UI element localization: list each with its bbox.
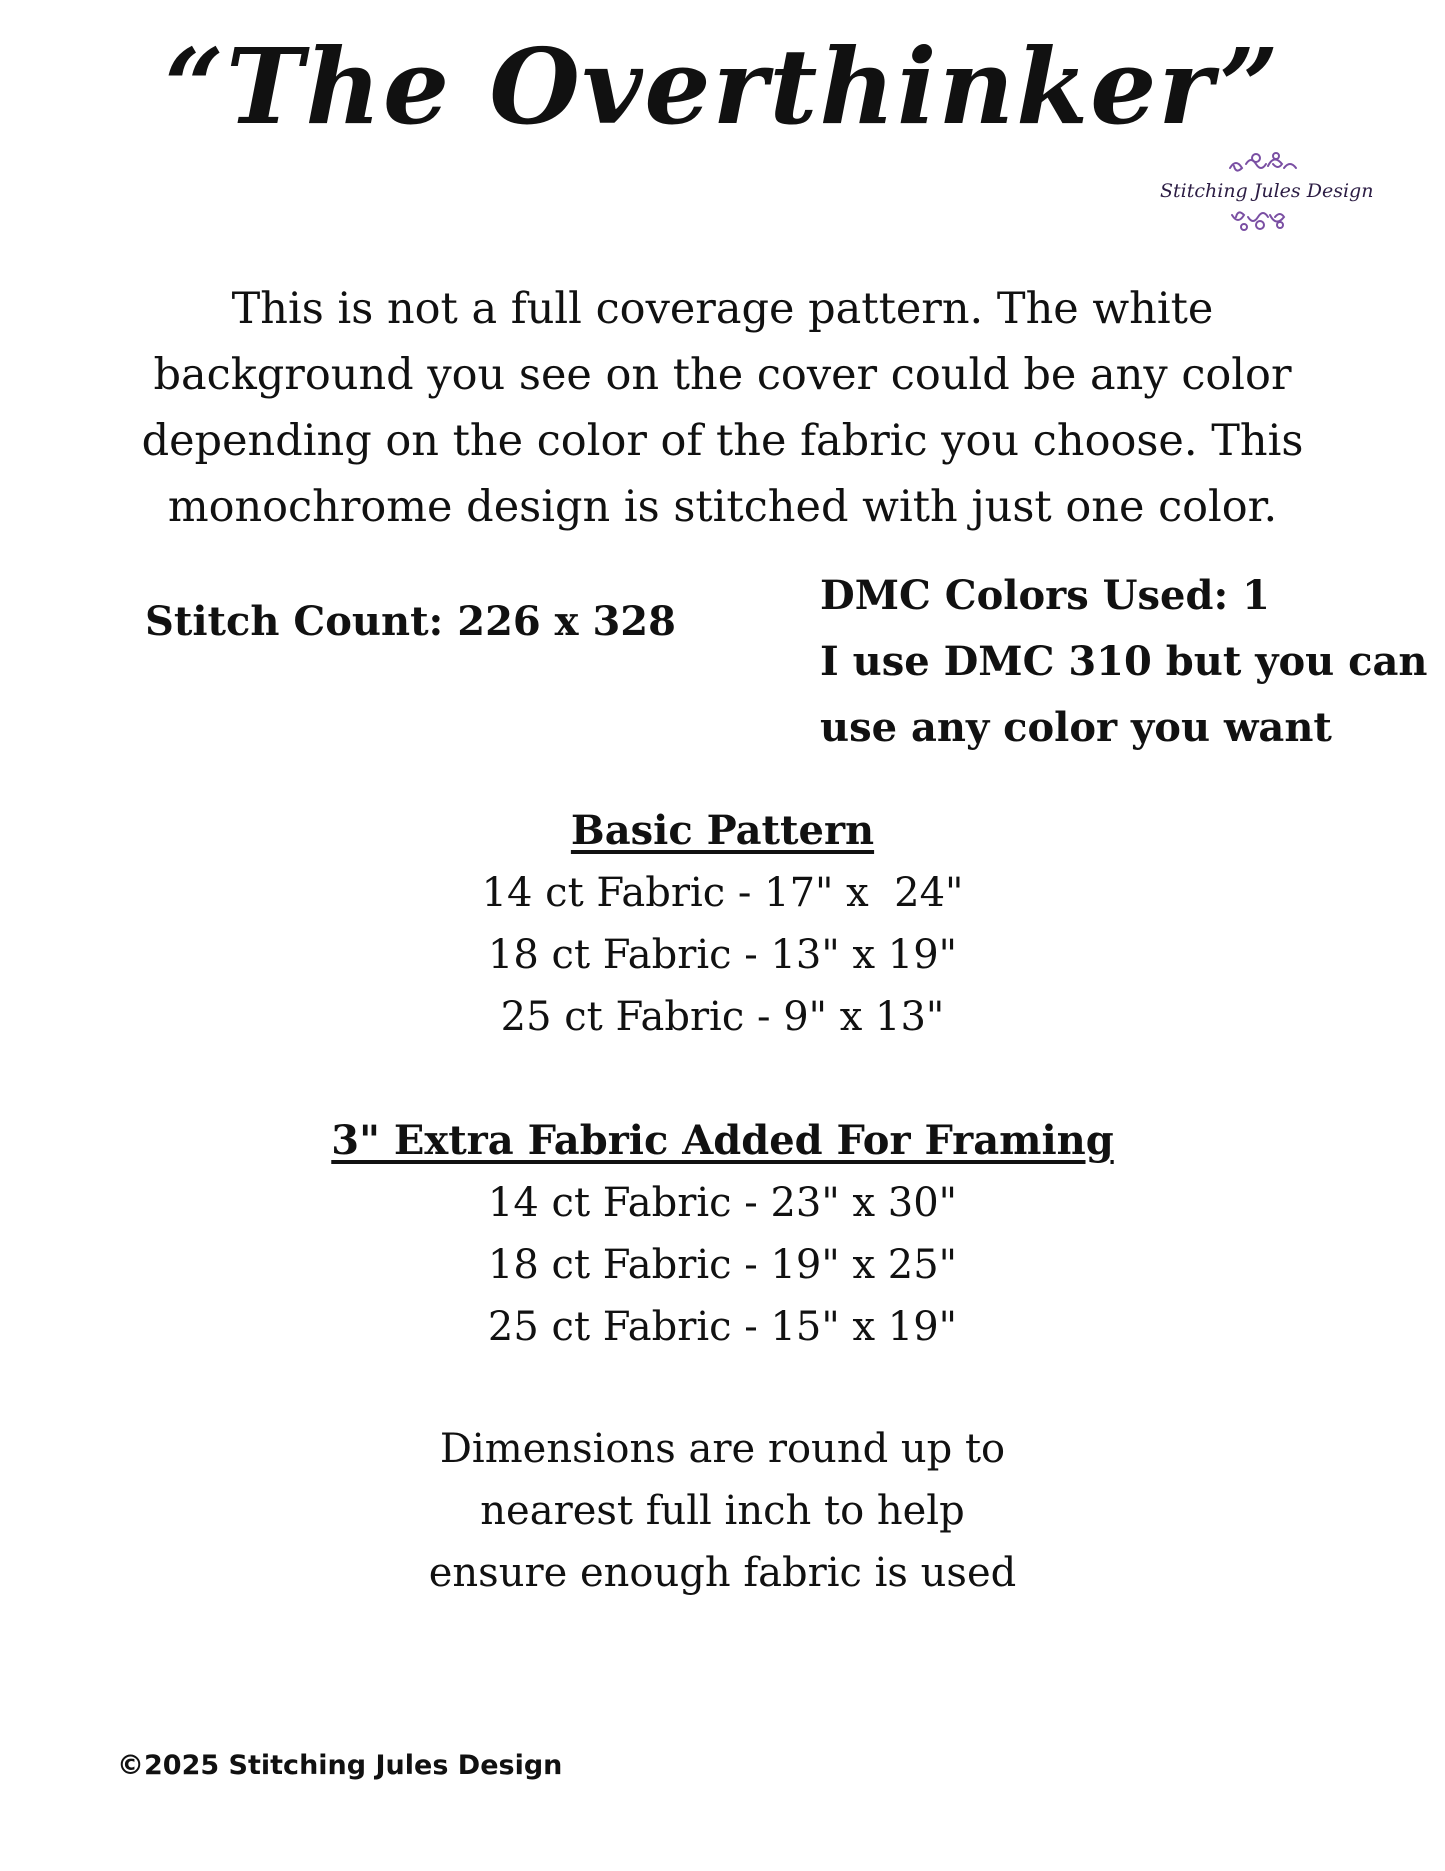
dimensions-note [0, 1418, 1445, 1604]
dmc-color-note-line-1: I use DMC 310 but you can [820, 638, 1428, 685]
basic-size-25ct: 25 ct Fabric - 9" x 13" [500, 994, 945, 1040]
extra-size-18ct: 18 ct Fabric - 19" x 25" [487, 1242, 958, 1288]
note-line-2: nearest full inch to help [480, 1488, 965, 1534]
note-line-3: ensure enough fabric is used [428, 1550, 1017, 1596]
extra-size-25ct: 25 ct Fabric - 15" x 19" [487, 1304, 958, 1350]
extra-fabric-sizes [0, 1172, 1445, 1358]
extra-fabric-heading: 3" Extra Fabric Added For Framing [331, 1117, 1114, 1164]
basic-size-18ct: 18 ct Fabric - 13" x 19" [487, 932, 958, 978]
dmc-color-note-line-2: use any color you want [820, 704, 1332, 751]
stitch-count: Stitch Count: 226 x 328 [145, 598, 676, 645]
swirl-ornament-bottom-icon [1160, 203, 1360, 233]
note-line-1: Dimensions are round up to [439, 1426, 1006, 1472]
basic-pattern-section [0, 800, 1445, 1048]
extra-fabric-section [0, 1110, 1445, 1358]
basic-pattern-heading: Basic Pattern [570, 807, 875, 854]
logo-text: Stitching Jules Design [1160, 180, 1374, 202]
document-title: “The Overthinker” [164, 25, 1281, 148]
swirl-ornament-top-icon [1160, 150, 1360, 180]
dmc-colors-used: DMC Colors Used: 1 [820, 572, 1270, 619]
basic-pattern-sizes [0, 862, 1445, 1048]
dmc-colors-info [820, 563, 1428, 761]
extra-size-14ct: 14 ct Fabric - 23" x 30" [487, 1180, 958, 1226]
intro-paragraph: This is not a full coverage pattern. The white background you see on the cover could be any color depending on the color of the fabric you choose. This monochrome design is stitched with just one color. [141, 284, 1304, 532]
basic-size-14ct: 14 ct Fabric - 17" x 24" [481, 870, 964, 916]
copyright-footer: ©2025 Stitching Jules Design [117, 1750, 563, 1781]
brand-logo [1160, 150, 1374, 250]
